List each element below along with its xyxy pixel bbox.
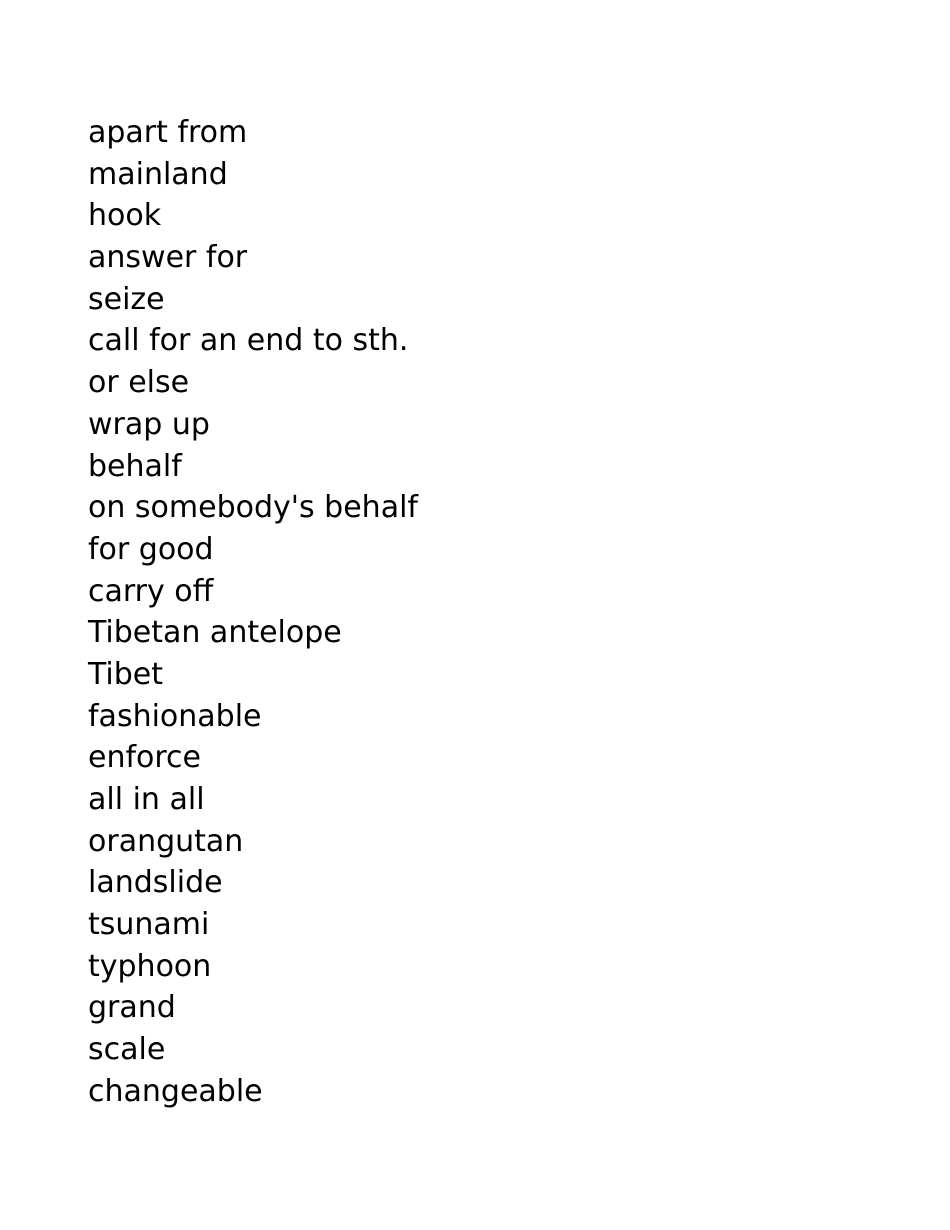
list-item: or else — [88, 365, 190, 401]
list-item: apart from — [88, 115, 248, 150]
list-item: fashionable — [88, 698, 262, 734]
list-item: landslide — [88, 865, 223, 901]
list-item: grand — [88, 990, 176, 1026]
list-item: answer for — [88, 240, 248, 276]
list-item: Tibet — [88, 656, 163, 692]
list-item: Tibetan antelope — [88, 615, 342, 651]
list-item: orangutan — [88, 823, 244, 859]
list-item: seize — [88, 281, 165, 317]
list-item: carry off — [88, 573, 214, 609]
vocabulary-list — [88, 112, 418, 1113]
list-item: mainland — [88, 156, 228, 192]
list-item: hook — [88, 198, 162, 234]
list-item: enforce — [88, 740, 202, 776]
list-item: changeable — [88, 1073, 263, 1109]
list-item: wrap up — [88, 406, 210, 442]
list-item: typhoon — [88, 948, 212, 984]
list-item: on somebody's behalf — [88, 490, 418, 526]
list-item: behalf — [88, 448, 182, 484]
list-item: tsunami — [88, 907, 210, 943]
list-item: call for an end to sth. — [88, 323, 409, 359]
list-item: scale — [88, 1032, 166, 1068]
list-item: all in all — [88, 782, 205, 817]
list-item: for good — [88, 531, 214, 567]
